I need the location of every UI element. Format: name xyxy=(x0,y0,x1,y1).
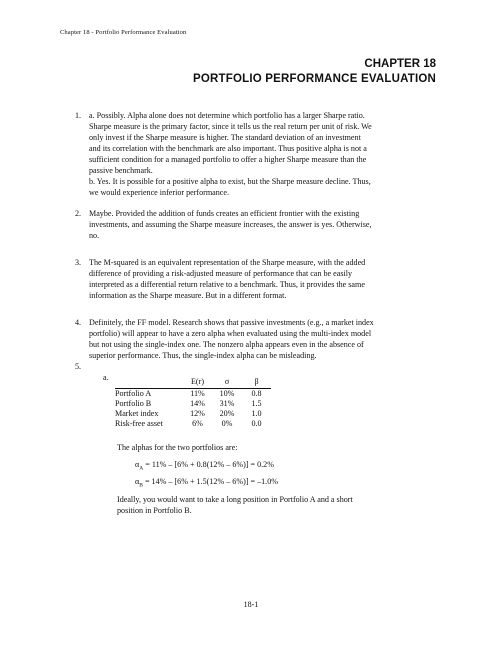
alpha-subscript: B xyxy=(139,482,143,489)
table-cell: 1.5 xyxy=(251,399,262,408)
table-cell: 31% xyxy=(219,399,235,408)
alpha-expression: = 14% – [6% + 1.5(12% – 6%)] = –1.0% xyxy=(142,477,278,486)
alpha-symbol: α xyxy=(135,460,140,469)
chapter-title: PORTFOLIO PERFORMANCE EVALUATION xyxy=(193,73,436,85)
portfolio-parameters-table xyxy=(115,376,271,429)
table-cell: 11% xyxy=(190,389,205,398)
answer-line: difference of providing a risk-adjusted measure of performance that can be easily xyxy=(89,269,353,278)
table-header-cell: σ xyxy=(212,376,242,389)
answer-line: information as the Sharpe measure. But in a different format. xyxy=(89,291,287,300)
answer-line: portfolio) will appear to have a zero alpha when evaluated using the multi-index model xyxy=(89,329,372,338)
conclusion-line: position in Portfolio B. xyxy=(117,506,192,515)
alpha-a-equation xyxy=(135,460,274,472)
table-header-cell: β xyxy=(242,376,271,389)
question-4-number: 4. xyxy=(75,318,82,327)
table-cell: 14% xyxy=(190,399,205,408)
question-3-number: 3. xyxy=(75,258,82,267)
question-2-number: 2. xyxy=(75,209,82,218)
table-cell: Portfolio B xyxy=(115,399,152,408)
alpha-symbol: α xyxy=(135,477,140,486)
alphas-intro: The alphas for the two portfolios are: xyxy=(117,443,238,452)
question-5-number: 5. xyxy=(75,362,82,371)
answer-line: superior performance. Thus, the single-index alpha can be misleading. xyxy=(89,351,317,360)
table-cell: 12% xyxy=(190,409,205,418)
answer-line: sufficient condition for a managed portfolio to offer a higher Sharpe measure than the xyxy=(89,155,367,164)
answer-line: investments, and assuming the Sharpe measure increases, the answer is yes. Otherwise, xyxy=(89,220,372,229)
table-cell: 10% xyxy=(219,389,235,398)
question-1-number: 1. xyxy=(75,111,82,120)
alpha-b-equation xyxy=(135,477,278,489)
answer-line: a. Possibly. Alpha alone does not determine which portfolio has a larger Sharpe ratio. xyxy=(89,111,365,120)
answer-line: Sharpe measure is the primary factor, since it tells us the real return per unit of risk. We xyxy=(89,122,372,131)
question-5-part-a-label: a. xyxy=(103,373,109,382)
table-cell: 0.8 xyxy=(251,389,262,398)
table-cell: 1.0 xyxy=(251,409,262,418)
table-row xyxy=(115,409,271,419)
table-header-cell xyxy=(115,376,183,389)
answer-line: passive benchmark. xyxy=(89,166,153,175)
question-2-answer xyxy=(89,208,445,241)
alpha-expression: = 11% – [6% + 0.8(12% – 6%)] = 0.2% xyxy=(143,460,274,469)
table-row xyxy=(115,389,271,400)
table-cell: Risk-free asset xyxy=(115,419,163,428)
table-cell: 0% xyxy=(221,419,233,428)
alpha-subscript: A xyxy=(139,465,144,472)
answer-line: b. Yes. It is possible for a positive alpha to exist, but the Sharpe measure decline. Thus, xyxy=(89,177,371,186)
question-3-answer xyxy=(89,257,445,301)
table-cell: 20% xyxy=(219,409,235,418)
table-row xyxy=(115,419,271,429)
answer-line: but not using the single-index one. The nonzero alpha appears even in the absence of xyxy=(89,340,364,349)
page-number: 18-1 xyxy=(243,600,259,609)
answer-line: no. xyxy=(89,231,100,240)
table-header-row xyxy=(115,376,271,389)
answer-line: Maybe. Provided the addition of funds creates an efficient frontier with the existing xyxy=(89,209,360,218)
table-cell: Portfolio A xyxy=(115,389,152,398)
answer-line: The M-squared is an equivalent representation of the Sharpe measure, with the added xyxy=(89,258,366,267)
table-cell: 6% xyxy=(192,419,203,428)
question-1-answer xyxy=(89,110,445,198)
table-row xyxy=(115,399,271,409)
running-header: Chapter 18 - Portfolio Performance Evaluation xyxy=(60,29,187,36)
question-4-answer xyxy=(89,317,445,361)
conclusion-line: Ideally, you would want to take a long position in Portfolio A and a short xyxy=(117,495,353,504)
table-cell: 0.0 xyxy=(251,419,262,428)
table-cell: Market index xyxy=(115,409,159,418)
answer-line: only invest if the Sharpe measure is higher. The standard deviation of an investment xyxy=(89,133,361,142)
answer-line: Definitely, the FF model. Research shows that passive investments (e.g., a market index xyxy=(89,318,374,327)
table-header-cell: E(r) xyxy=(183,376,212,389)
answer-line: we would experience inferior performance. xyxy=(89,188,229,197)
answer-line: and its correlation with the benchmark are also important. Thus positive alpha is not a xyxy=(89,144,367,153)
answer-line: interpreted as a differential return relative to a benchmark. Thus, it provides the same xyxy=(89,280,365,289)
chapter-number: CHAPTER 18 xyxy=(364,58,436,70)
